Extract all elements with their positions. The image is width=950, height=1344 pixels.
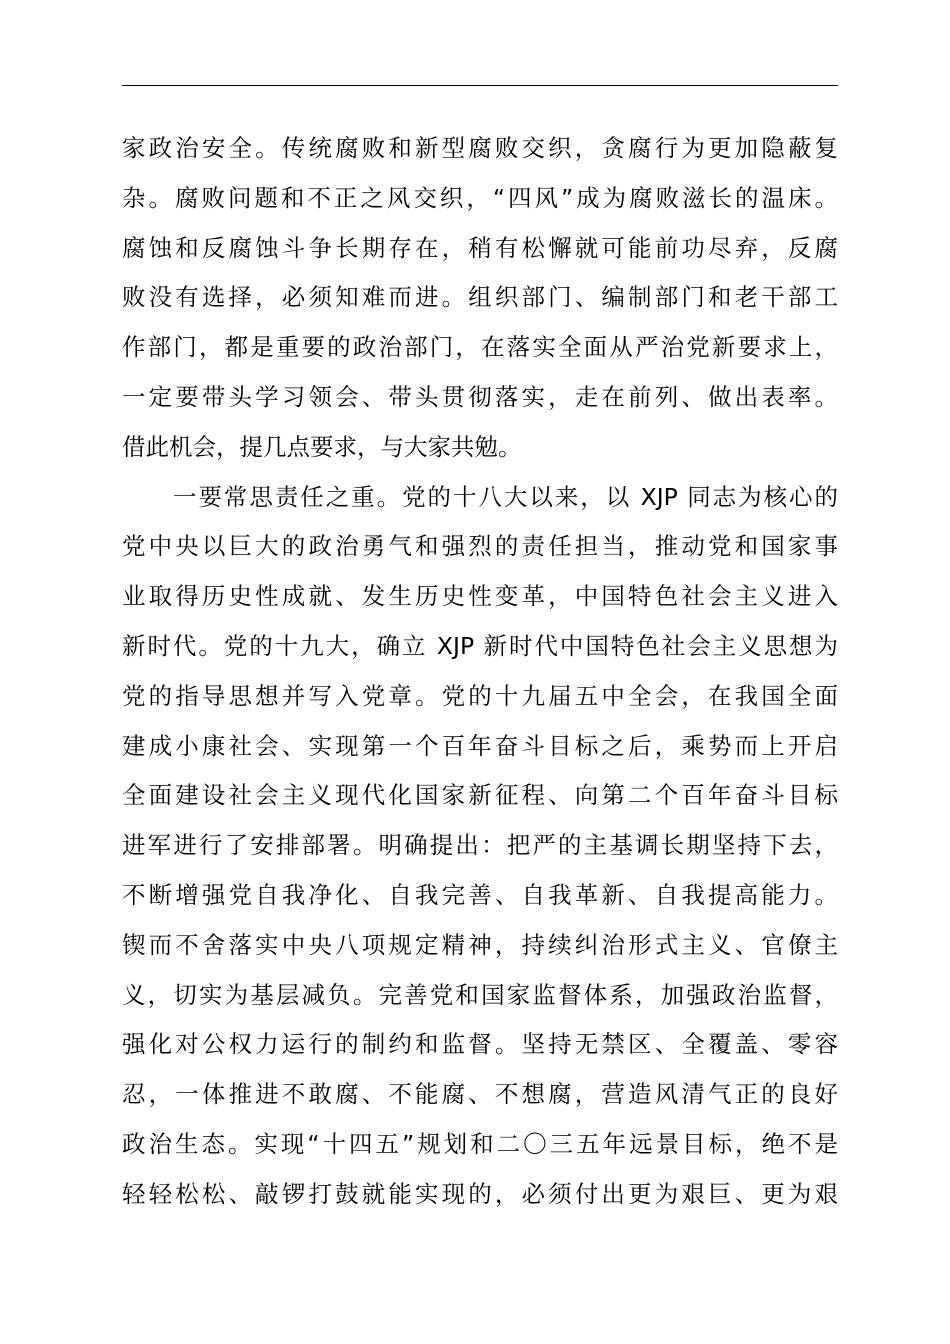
text-line: 败没有选择，必须知难而进。组织部门、编制部门和老干部工 (122, 283, 838, 312)
text-line: 不断增强党自我净化、自我完善、自我革新、自我提高能力。 (122, 880, 838, 909)
body-text (122, 124, 838, 1269)
text-line: 党的指导思想并写入党章。党的十九届五中全会，在我国全面 (122, 681, 838, 710)
text-line: 强化对公权力运行的制约和监督。坚持无禁区、全覆盖、零容 (122, 1030, 838, 1059)
text-line: 轻轻松松、敲锣打鼓就能实现的，必须付出更为艰巨、更为艰 (122, 1179, 838, 1208)
text-line: 业取得历史性成就、发生历史性变革，中国特色社会主义进入 (122, 582, 838, 611)
text-line: 党中央以巨大的政治勇气和强烈的责任担当，推动党和国家事 (122, 532, 838, 561)
text-line (122, 1220, 838, 1270)
text-line: 一定要带头学习领会、带头贯彻落实，走在前列、做出表率。 (122, 382, 838, 411)
text-line-first-indent: 一要常思责任之重。党的十八大以来，以 XJP 同志为核心的 (173, 482, 838, 511)
text-line: 腐蚀和反腐蚀斗争长期存在，稍有松懈就可能前功尽弃，反腐 (122, 233, 838, 262)
text-line: 借此机会，提几点要求，与大家共勉。 (122, 432, 522, 461)
header-rule (122, 85, 838, 86)
text-line: 建成小康社会、实现第一个百年奋斗目标之后，乘势而上开启 (122, 731, 838, 760)
text-line: 忍，一体推进不敢腐、不能腐、不想腐，营造风清气正的良好 (122, 1080, 838, 1109)
text-line: 新时代。党的十九大，确立 XJP 新时代中国特色社会主义思想为 (122, 631, 838, 660)
text-line: 全面建设社会主义现代化国家新征程、向第二个百年奋斗目标 (122, 781, 838, 810)
text-line: 政治生态。实现“十四五”规划和二〇三五年远景目标，绝不是 (122, 1129, 838, 1158)
text-line: 进军进行了安排部署。明确提出：把严的主基调长期坚持下去， (122, 831, 838, 860)
text-line: 义，切实为基层减负。完善党和国家监督体系，加强政治监督， (122, 980, 838, 1009)
text-line: 作部门，都是重要的政治部门，在落实全面从严治党新要求上， (122, 333, 838, 362)
text-line: 家政治安全。传统腐败和新型腐败交织，贪腐行为更加隐蔽复 (122, 134, 838, 162)
text-line: 杂。腐败问题和不正之风交织，“四风”成为腐败滋长的温床。 (122, 183, 838, 212)
text-line: 锲而不舍落实中央八项规定精神，持续纠治形式主义、官僚主 (122, 930, 838, 959)
